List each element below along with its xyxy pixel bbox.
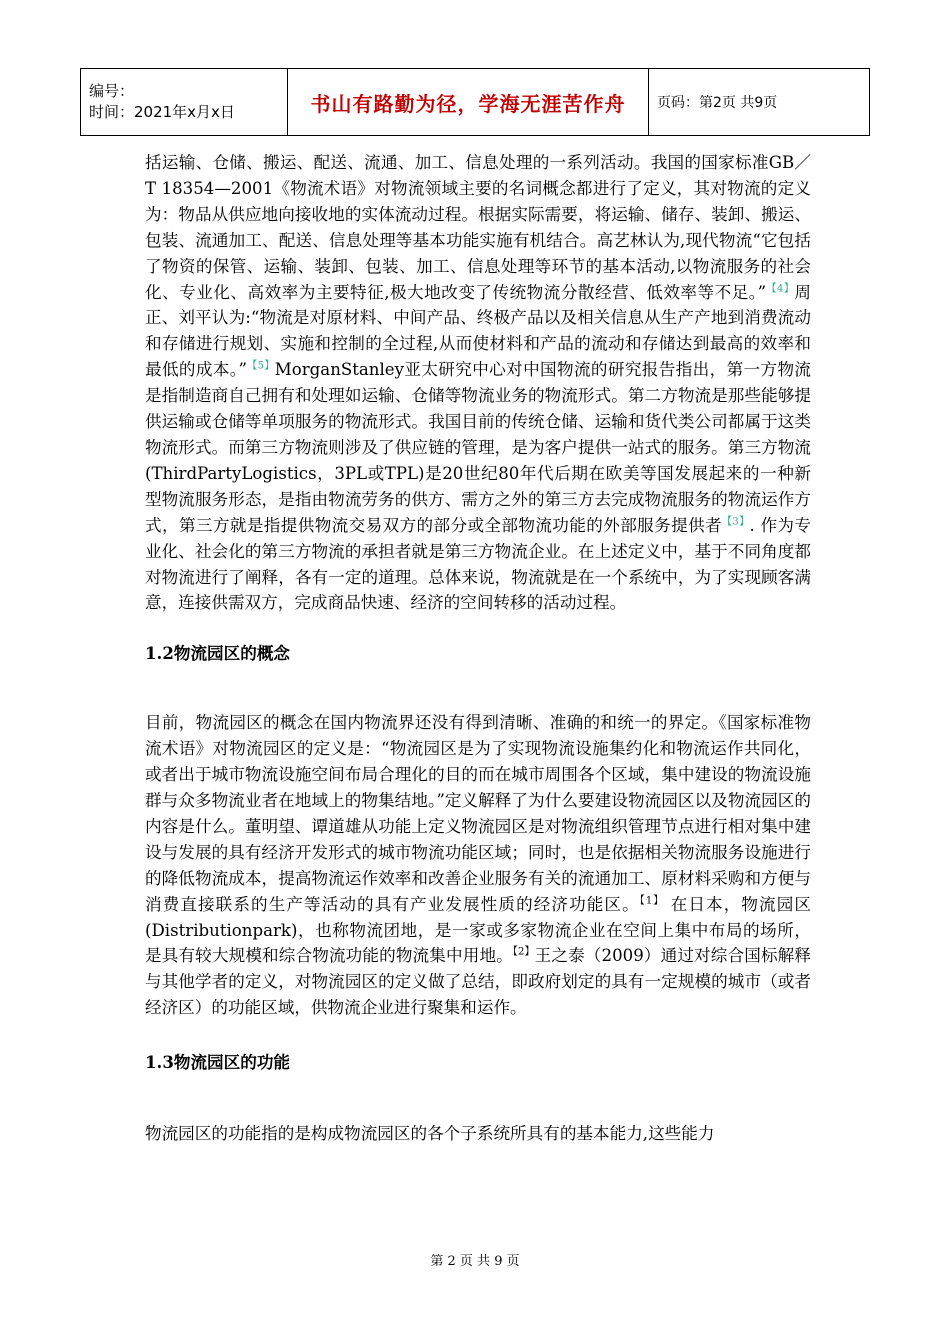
paragraph-park-function: 物流园区的功能指的是构成物流园区的各个子系统所具有的基本能力,这些能力 — [145, 1124, 715, 1144]
document-number-label: 编号： — [89, 82, 135, 100]
section-heading-1-3: 1.3物流园区的功能 — [145, 1052, 291, 1073]
page-header — [80, 68, 870, 136]
header-motto: 书山有路勤为径，学海无涯苦作舟 — [288, 69, 649, 136]
paragraph-text: 括运输、仓储、搬运、配送、流通、加工、信息处理的一系列活动。我国的国家标准GB／T 18354—2001《物流术语》对物流领域主要的名词概念都进行了定义，其对物流的定义为：物品从供应地向接收地的实体流动过程。根据实际需要，将运输、储存、装卸、搬运、包装、流通加工、配送、信息处理等基本功能实施有机结合。高艺林认为,现代物流“它包括了物资的保管、运输、装卸、包装、加工、信息处理等环节的基本活动,以物流服务的社会化、专业化、高效率为主要特征,极大地改变了传统物流分散经营、低效率等不足。” — [145, 153, 811, 302]
citation-marker: 【3】 — [722, 516, 750, 528]
document-time-label: 时间：2021年x月x日 — [89, 103, 235, 121]
paragraph-park-concept — [145, 710, 811, 1021]
citation-marker: 【2】 — [512, 946, 535, 958]
citation-marker: 【5】 — [246, 360, 275, 372]
header-page-number: 页码：第2页 共9页 — [649, 69, 870, 136]
paragraph-text: MorganStanley亚太研究中心对中国物流的研究报告指出，第一方物流是指制造商自己拥有和处理如运输、仓储等物流业务的物流形式。第二方物流是那些能够提供运输或仓储等单项服务的物流形式。我国目前的传统仓储、运输和货代类公司都属于这类物流形式。而第三方物流则涉及了供应链的管理，是为客户提供一站式的服务。第三方物流(ThirdPartyLogistics，3PL或TPL)是20世纪80年代后期在欧美等国发展起来的一种新型物流服务形态，是指由物流劳务的供方、需方之外的第三方去完成物流服务的物流运作方式，第三方就是指提供物流交易双方的部分或全部物流功能的外部服务提供者 — [145, 360, 811, 535]
citation-marker: 【1】 — [639, 895, 665, 907]
paragraph-logistics-definition — [145, 150, 811, 616]
paragraph-text: 周正、刘平认为:“物流是对原材料、中间产品、终极产品以及相关信息从生产产地到消费流动和存储进行规划、实施和控制的全过程,从而使材料和产品的流动和存储达到最高的效率和最低的成本。” — [145, 282, 811, 380]
paragraph-text: . 作为专业化、社会化的第三方物流的承担者就是第三方物流企业。在上述定义中，基于不同角度都对物流进行了阐释，各有一定的道理。总体来说，物流就是在一个系统中，为了实现顾客满意，连接供需双方，完成商品快速、经济的空间转移的活动过程。 — [145, 515, 811, 613]
paragraph-text: 目前，物流园区的概念在国内物流界还没有得到清晰、准确的和统一的界定。《国家标准物流术语》对物流园区的定义是：“物流园区是为了实现物流设施集约化和物流运作共同化，或者出于城市物流设施空间布局合理化的目的而在城市周围各个区域，集中建设的物流设施群与众多物流业者在地域上的物集结地。”定义解释了为什么要建设物流园区以及物流园区的内容是什么。董明望、谭道雄从功能上定义物流园区是对物流组织管理节点进行相对集中建设与发展的具有经济开发形式的城市物流功能区域；同时，也是依据相关物流服务设施进行的降低物流成本，提高物流运作效率和改善企业服务有关的流通加工、原材料采购和方便与消费直接联系的生产等活动的具有产业发展性质的经济功能区。 — [145, 713, 811, 914]
paragraph-text: 王之泰（2009）通过对综合国标解释与其他学者的定义，对物流园区的定义做了总结，即政府划定的具有一定规模的城市（或者经济区）的功能区域，供物流企业进行聚集和运作。 — [145, 946, 811, 1018]
paragraph-text: 在日本，物流园区(Distributionpark)，也称物流团地，是一家或多家物流企业在空间上集中布局的场所，是具有较大规模和综合物流功能的物流集中用地。 — [145, 894, 811, 966]
header-meta — [81, 69, 288, 136]
document-body — [145, 150, 811, 1147]
citation-marker: 【4】 — [766, 283, 795, 294]
page-footer: 第 2 页 共 9 页 — [430, 1254, 520, 1269]
section-heading-1-2: 1.2物流园区的概念 — [145, 643, 291, 664]
